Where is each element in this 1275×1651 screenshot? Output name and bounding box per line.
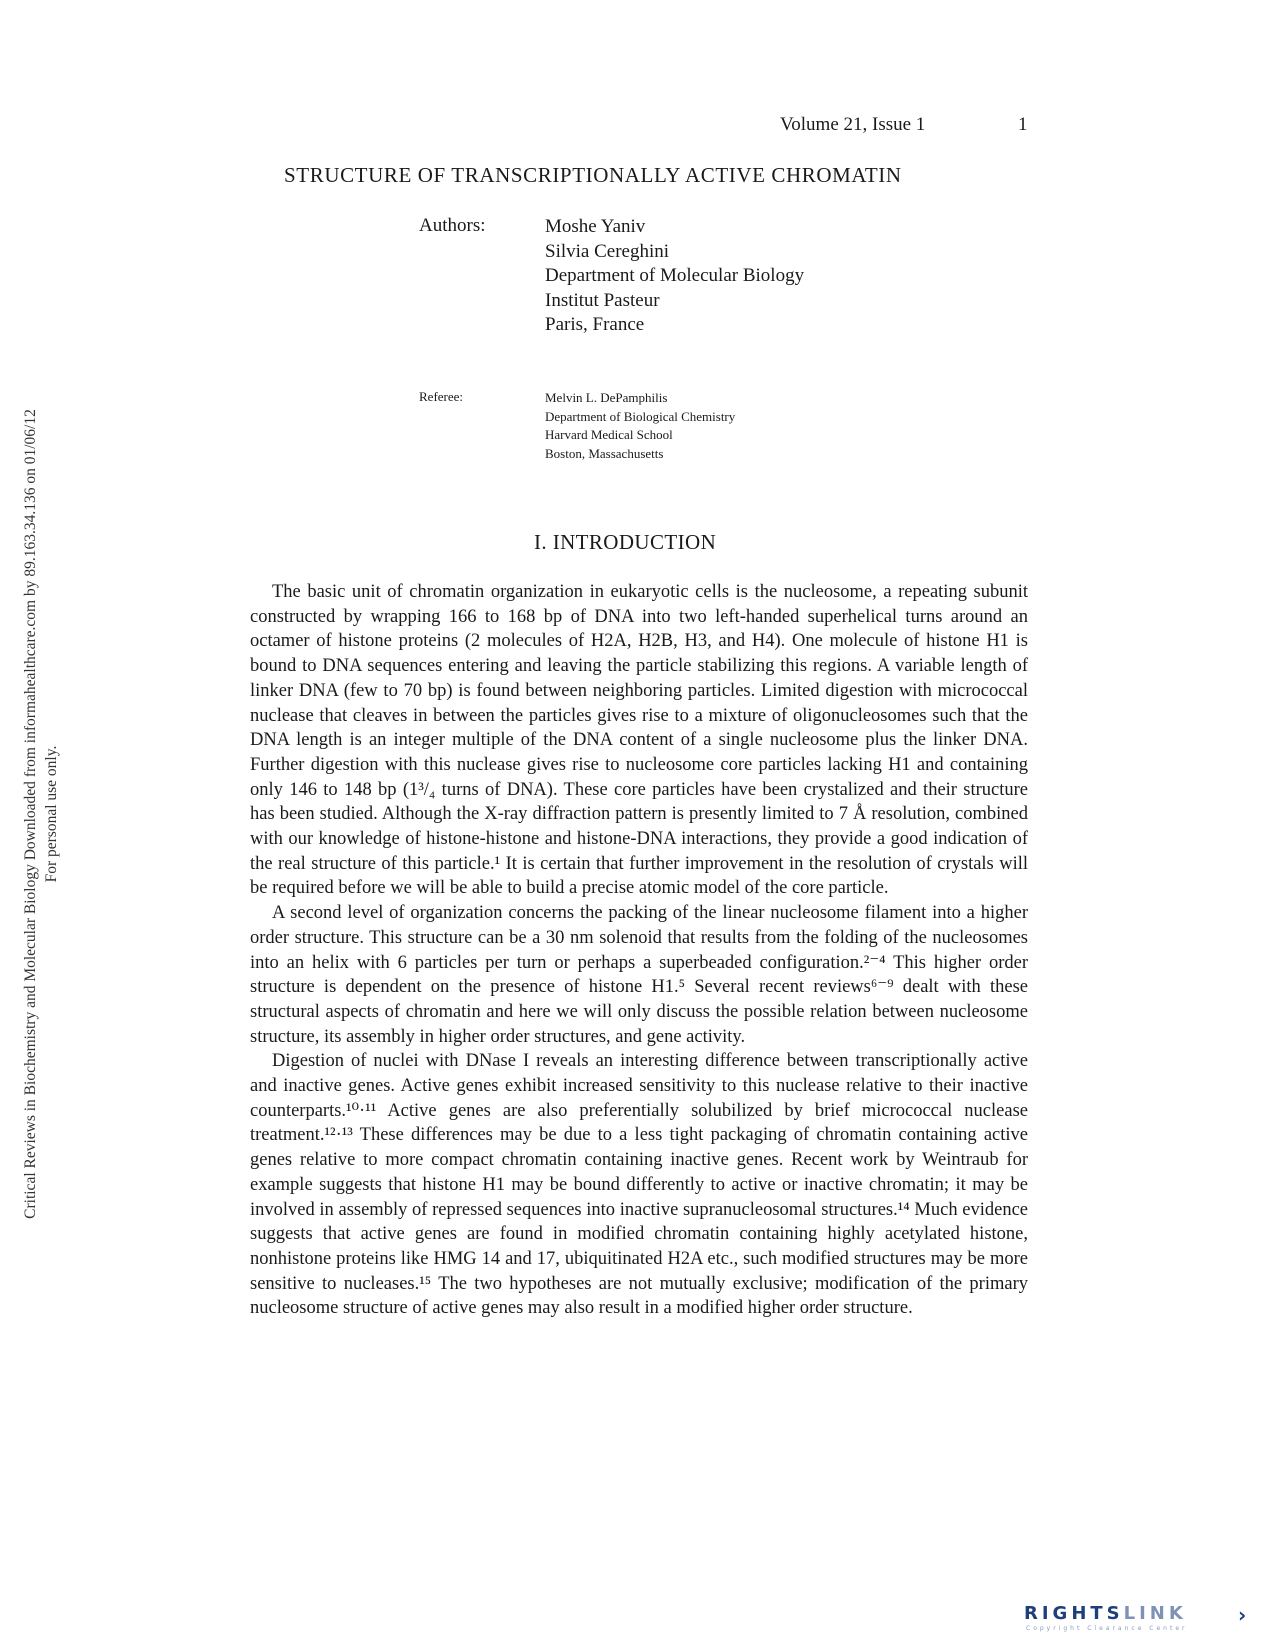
volume-issue: Volume 21, Issue 1: [780, 114, 926, 135]
page-number: 1: [1018, 114, 1028, 135]
referee-line: Melvin L. DePamphilis: [545, 390, 668, 405]
referee-label: Referee:: [419, 389, 464, 404]
referee-line: Harvard Medical School: [545, 427, 673, 442]
referee-line: Boston, Massachusetts: [545, 445, 664, 461]
logo-rights-text: RIGHTS: [1024, 1603, 1124, 1624]
referee-block: [545, 389, 735, 463]
authors-label: Authors:: [419, 215, 486, 236]
author-line: Silvia Cereghini: [545, 240, 670, 262]
referee-line: Department of Biological Chemistry: [545, 408, 736, 424]
paragraph: A second level of organization concerns the packing of the linear nucleosome filament into a higher order structure. This structure can be a 30 nm solenoid that results from the folding of the nucleosomes into an helix with 6 particles per turn or perhaps a superbeaded configuration.²⁻⁴ This higher order structure is dependent on the presence of histone H1.⁵ Several recent reviews⁶⁻⁹ dealt with these structural aspects of chromatin and here we will only discuss the possible relation between nucleosome structure, its assembly in higher order structures, and gene activity.: [250, 903, 1028, 1047]
introduction-body: [250, 580, 1028, 1321]
logo-link-text: LINK: [1123, 1603, 1187, 1624]
rightslink-logo[interactable]: [1024, 1603, 1260, 1633]
watermark-line-1: Critical Reviews in Biochemistry and Molecular Biology Downloaded from informahealthcare.com by 89.163.34.136 on 01/06/12: [22, 409, 39, 1219]
logo-arrow-icon: ›: [1238, 1603, 1247, 1627]
watermark-line-2: For personal use only.: [43, 745, 60, 883]
authors-block: [545, 215, 804, 338]
paragraph: The basic unit of chromatin organization in eukaryotic cells is the nucleosome, a repeating subunit constructed by wrapping 166 to 168 bp of DNA into two left-handed superhelical turns around an octamer of histone proteins (2 molecules of H2A, H2B, H3, and H4). One molecule of histone H1 is bound to DNA sequences entering and leaving the particle stabilizing this regions. A variable length of linker DNA (few to 70 bp) is found between neighboring particles. Limited digestion with micrococcal nuclease that cleaves in between the particles gives rise to a mixture of oligonucleosomes such that the DNA length is an integer multiple of the DNA content of a single nucleosome plus the linker DNA. Further digestion with this nuclease gives rise to nucleosome core particles lacking H1 and containing only 146 to 148 bp (1³/₄ turns of DNA). These core particles have been crystalized and their structure has been studied. Although the X-ray diffraction pattern is presently limited to 7 Å resolution, combined with our knowledge of histone-histone and histone-DNA interactions, they provide a good indication of the real structure of this particle.¹ It is certain that further improvement in the resolution of crystals will be required before we will be able to build a precise atomic model of the core particle.: [250, 582, 1028, 899]
author-line: Moshe Yaniv: [545, 216, 646, 237]
logo-subtitle: Copyright Clearance Center: [1026, 1625, 1188, 1632]
affiliation-line: Institut Pasteur: [545, 289, 660, 311]
paragraph: Digestion of nuclei with DNase I reveals an interesting difference between transcriptionally active and inactive genes. Active genes exhibit increased sensitivity to this nuclease relative to their inactive counterparts.¹⁰·¹¹ Active genes are also preferentially solubilized by brief micrococcal nuclease treatment.¹²·¹³ These differences may be due to a less tight packaging of chromatin containing active genes relative to more compact chromatin containing inactive genes. Recent work by Weintraub for example suggests that histone H1 may be bound differently to active or inactive chromatin; it may be involved in assembly of repressed sequences into inactive supranucleosomal structures.¹⁴ Much evidence suggests that active genes are found in modified chromatin containing highly acetylated histone, nonhistone proteins like HMG 14 and 17, ubiquitinated H2A etc., such modified structures may be more sensitive to nucleases.¹⁵ The two hypotheses are not mutually exclusive; modification of the primary nucleosome structure of active genes may also result in a modified higher order structure.: [250, 1051, 1028, 1319]
affiliation-line: Department of Molecular Biology: [545, 265, 805, 286]
download-watermark: [20, 374, 76, 1254]
paper-title: STRUCTURE OF TRANSCRIPTIONALLY ACTIVE CHROMATIN: [284, 163, 902, 187]
section-heading: I. INTRODUCTION: [534, 530, 717, 554]
affiliation-line: Paris, France: [545, 314, 645, 335]
